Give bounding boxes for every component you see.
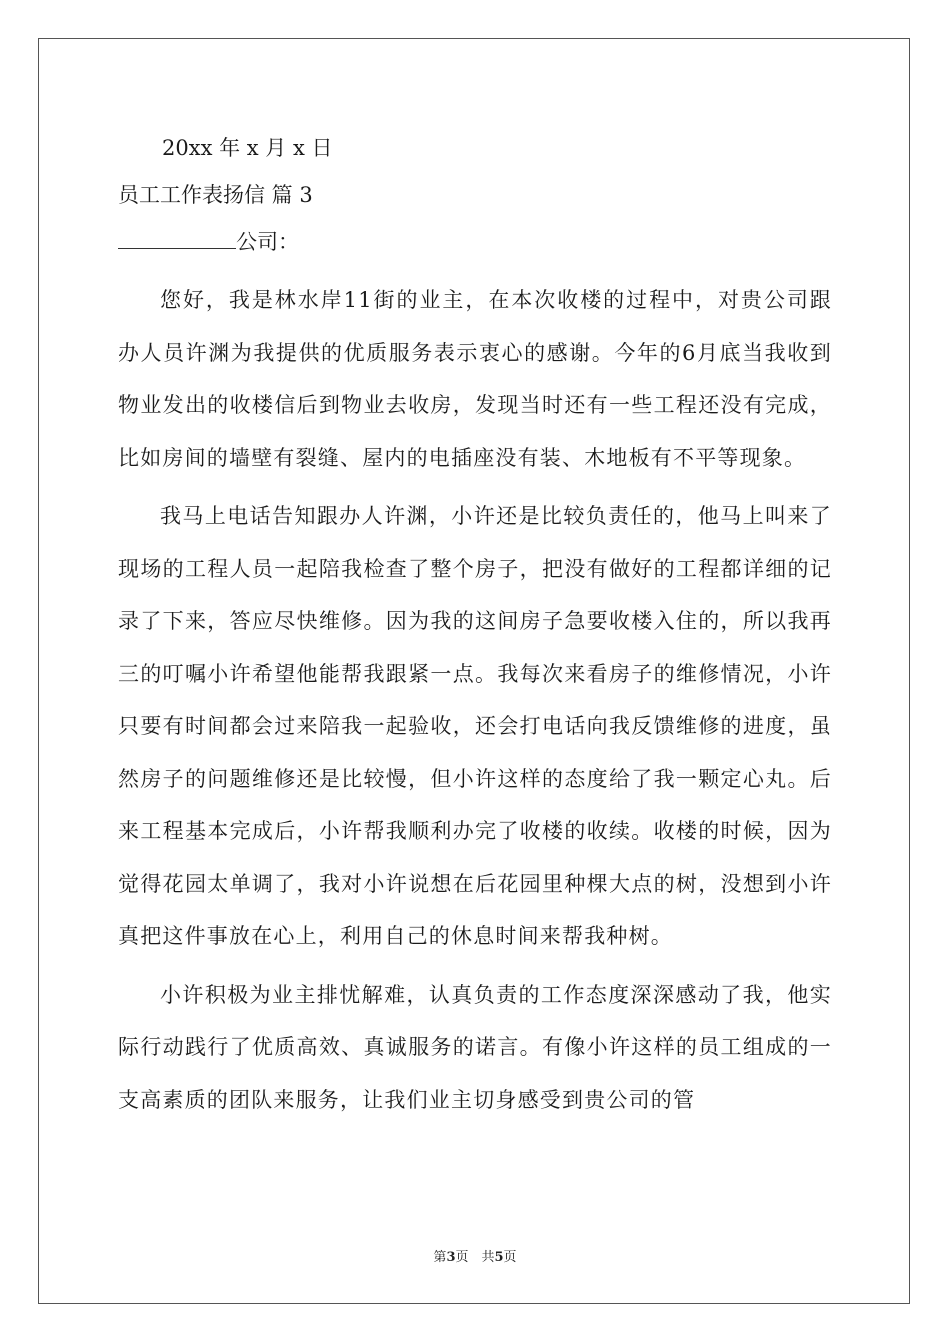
letter-date: 20xx 年 x 月 x 日 bbox=[162, 136, 333, 160]
letter-title: 员工工作表扬信 篇 3 bbox=[118, 183, 313, 207]
paragraph-2: 我马上电话告知跟办人许渊，小许还是比较负责任的，他马上叫来了现场的工程人员一起陪我检查了整个房子，把没有做好的工程都详细的记录了下来，答应尽快维修。因为我的这间房子急要收楼入住的，所以我再三的叮嘱小许希望他能帮我跟紧一点。我每次来看房子的维修情况，小许只要有时间都会过来陪我一起验收，还会打电话向我反馈维修的进度，虽然房子的问题维修还是比较慢，但小许这样的态度给了我一颗定心丸。后来工程基本完成后，小许帮我顺利办完了收楼的收续。收楼的时候，因为觉得花园太单调了，我对小许说想在后花园里种棵大点的树，没想到小许真把这件事放在心上，利用自己的休息时间来帮我种树。 bbox=[118, 504, 832, 948]
page-mid: 页 共 bbox=[455, 1250, 495, 1265]
paragraph-1: 您好，我是林水岸11街的业主，在本次收楼的过程中，对贵公司跟办人员许渊为我提供的优质服务表示衷心的感谢。今年的6月底当我收到物业发出的收楼信后到物业去收房，发现当时还有一些工程还没有完成，比如房间的墙壁有裂缝、屋内的电插座没有装、木地板有不平等现象。 bbox=[118, 288, 832, 470]
page-footer bbox=[0, 1246, 950, 1265]
current-page-number: 3 bbox=[446, 1250, 456, 1265]
company-name-blank bbox=[118, 224, 236, 249]
document-body bbox=[118, 128, 832, 1132]
paragraph-3: 小许积极为业主排忧解难，认真负责的工作态度深深感动了我，他实际行动践行了优质高效、真诚服务的诺言。有像小许这样的员工组成的一支高素质的团队来服务，让我们业主切身感受到贵公司的管 bbox=[118, 982, 832, 1112]
page-prefix: 第 bbox=[433, 1250, 447, 1265]
salutation-suffix: 公司： bbox=[236, 230, 299, 254]
salutation bbox=[118, 222, 832, 262]
total-pages-number: 5 bbox=[494, 1250, 504, 1265]
page-suffix: 页 bbox=[503, 1250, 517, 1265]
